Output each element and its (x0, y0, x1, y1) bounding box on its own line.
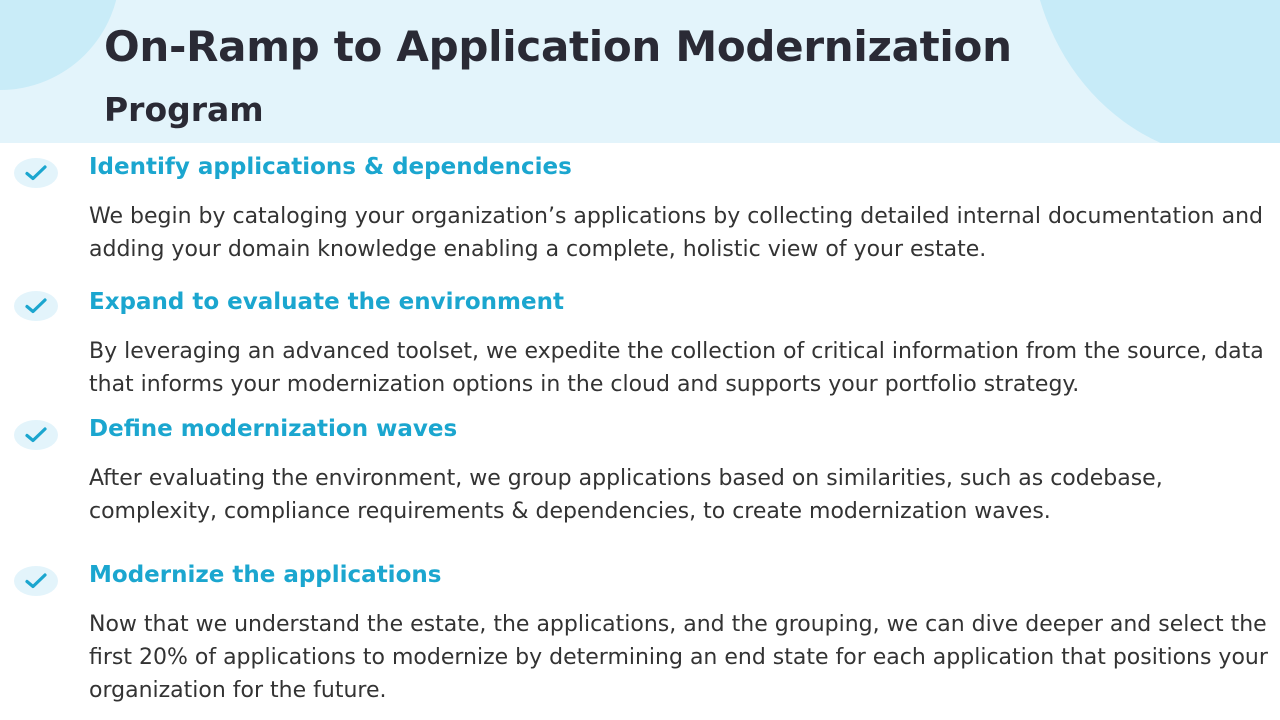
step-heading: Define modernization waves (89, 416, 458, 442)
check-icon (14, 291, 58, 321)
check-icon (14, 566, 58, 596)
step-body: After evaluating the environment, we group applications based on similarities, such as codebase, complexity, compliance requirements & dependencies, to create modernization waves. (89, 466, 1163, 524)
page-title: On-Ramp to Application Modernization (104, 22, 1012, 71)
step-heading: Expand to evaluate the environment (89, 289, 564, 315)
step-body: Now that we understand the estate, the applications, and the grouping, we can dive deeper and select the first 20% of applications to modernize by determining an end state for each application that positions your organization for the future. (89, 612, 1268, 703)
decorative-circle-left (0, 0, 120, 90)
step-heading: Modernize the applications (89, 562, 442, 588)
header-band (0, 0, 1280, 143)
step-body: By leveraging an advanced toolset, we expedite the collection of critical information from the source, data that informs your modernization options in the cloud and supports your portfolio strategy. (89, 339, 1264, 397)
step-body: We begin by cataloging your organization’s applications by collecting detailed internal documentation and adding your domain knowledge enabling a complete, holistic view of your estate. (89, 204, 1263, 262)
step-heading: Identify applications & dependencies (89, 154, 572, 180)
decorative-circle-right (1030, 0, 1280, 143)
check-icon (14, 420, 58, 450)
check-icon (14, 158, 58, 188)
page-subtitle: Program (104, 90, 264, 129)
